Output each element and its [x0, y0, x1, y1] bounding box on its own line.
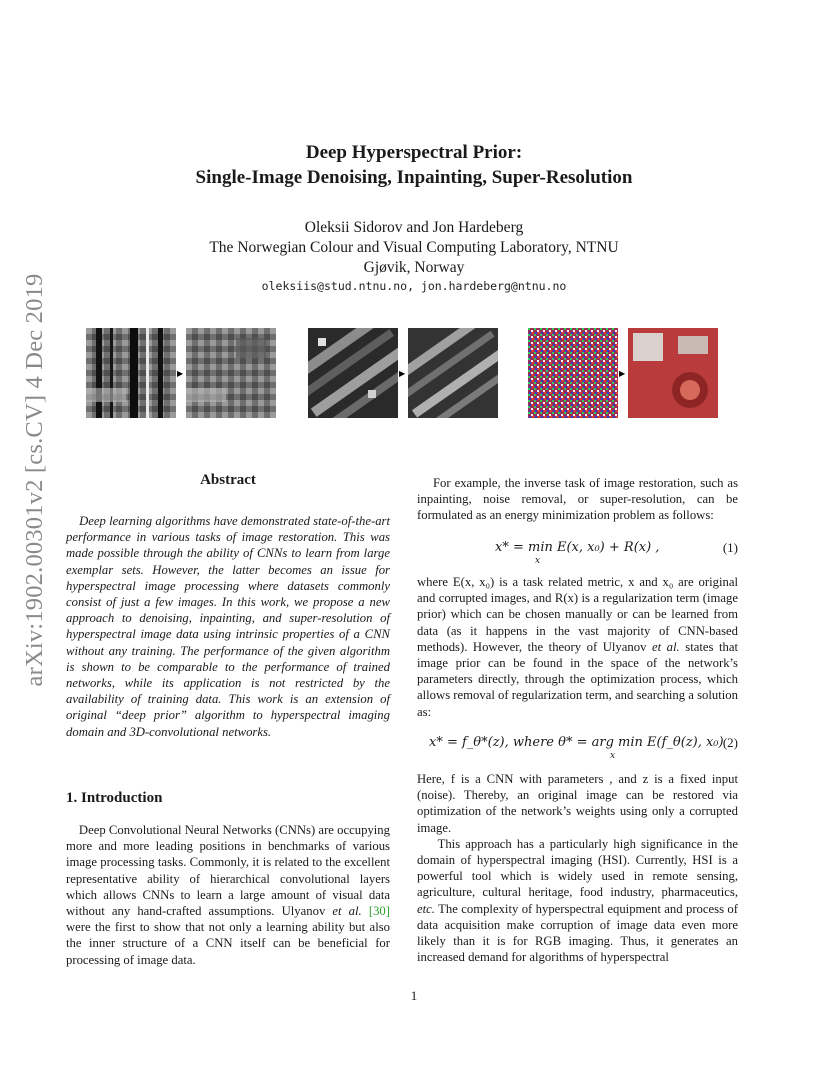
arrow-icon: ▶	[177, 369, 184, 378]
paragraph-4-part-2: The complexity of hyperspectral equipment and process of data acquisition make corruption of image data even more likely than it is for RGB imaging. Thus, it generates an increased demand for algorithms of hyperspectral	[417, 901, 738, 965]
paragraph-3-text: Here, f is a CNN with parameters , and z is a fixed input (noise). Thereby, an original image can be restored via optimization of the network’s weights using only a corrupted image.	[417, 772, 738, 835]
arrow-icon: ▶	[619, 369, 626, 378]
equation-2	[417, 735, 738, 769]
arxiv-identifier: arXiv:1902.00301v2 [cs.CV] 4 Dec 2019	[21, 273, 48, 687]
citation-link[interactable]: [30]	[368, 904, 390, 919]
affiliation: The Norwegian Colour and Visual Computing Laboratory, NTNU	[209, 239, 619, 256]
paragraph-1: For example, the inverse task of image restoration, such as inpainting, noise removal, or super-resolution, can be formulated as an energy minimization problem as follows:	[417, 476, 739, 523]
inpainting-output-image	[186, 328, 276, 418]
paper-title	[0, 140, 828, 190]
denoising-output-image	[628, 328, 718, 418]
page-number: 1	[410, 988, 418, 1003]
paragraph-3	[417, 771, 738, 965]
location: Gjøvik, Norway	[363, 259, 465, 276]
abstract-heading: Abstract	[200, 472, 256, 488]
super-resolution-input-image	[308, 328, 398, 418]
et-al: et al.	[651, 639, 680, 654]
equation-2-subscript: x	[610, 751, 616, 761]
title-line-2: Single-Image Denoising, Inpainting, Super-Resolution	[195, 167, 633, 188]
equation-2-body: x* = f_θ*(z), where θ* = arg min E(f_θ(z), x₀)	[429, 735, 724, 750]
et-al: et al.	[332, 904, 362, 919]
intro-text-part-1: Deep Convolutional Neural Networks (CNNs) are occupying more and more leading positions in benchmarks of various image processing tasks. Commonly, it is related to the excellent representative ability of hierarchical convolutional layers which allows CNNs to learn a large amount of visual data without any hand-crafted assumptions. Ulyanov	[66, 823, 390, 919]
super-resolution-output-image	[408, 328, 498, 418]
abstract-body: Deep learning algorithms have demonstrated state-of-the-art performance in various tasks of image restoration. This was made possible through the ability of CNNs to learn from large exemplar sets. However, the latter becomes an issue for hyperspectral image processing where datasets commonly consist of just a few images. In this work, we propose a new approach to denoising, inpainting, and super-resolution of hyperspectral image data using intrinsic properties of a CNN without any training. The performance of the given algorithm is shown to be comparable to the performance of trained networks, while its application is not restricted by the availability of training data. This work is an extension of original “deep prior” algorithm to hyperspectral imaging domain and 3D-convolutional networks.	[66, 514, 390, 739]
denoising-input-image	[528, 328, 618, 418]
right-column	[417, 475, 738, 524]
etc: etc.	[417, 901, 435, 916]
paragraph-2-part-2: states that image prior can be found in the space of the network’s parameters directly, through the optimization process, which allows removal of regularization term, and searching a solution as:	[417, 639, 739, 719]
arxiv-sidebar	[21, 273, 48, 687]
arrow-icon: ▶	[399, 369, 406, 378]
inpainting-input-image	[86, 328, 176, 418]
introduction-text	[66, 822, 390, 968]
title-line-1: Deep Hyperspectral Prior:	[305, 142, 523, 163]
equation-2-number: (2)	[722, 735, 738, 750]
paragraph-2-part-1: where E(x, x₀) is a task related metric, x and x₀ are original and corrupted images, and R(x) is a regularization term (image prior) which can be chosen manually or can be learned from data (as it happens in the vast majority of CNN-based methods). However, the theory of Ulyanov	[417, 575, 738, 654]
author-emails: oleksiis@stud.ntnu.no, jon.hardeberg@ntnu.no	[261, 279, 567, 293]
section-heading-introduction: 1. Introduction	[66, 790, 163, 806]
authors: Oleksii Sidorov and Jon Hardeberg	[304, 219, 524, 236]
author-block	[0, 218, 828, 278]
equation-1-subscript: x	[535, 556, 541, 566]
paragraph-2	[417, 574, 738, 720]
abstract-text	[66, 513, 390, 740]
paragraph-4-part-1: This approach has a particularly high significance in the domain of hyperspectral imaging (HSI). Currently, HSI is a powerful tool which is widely used in remote sensing, agriculture, cultural heritage, food industry, pharmaceutics,	[417, 836, 739, 900]
teaser-figure	[86, 328, 742, 448]
intro-text-part-2: were the first to show that not only a learning ability but also the inner structure of a CNN itself can be beneficial for processing of image data.	[66, 920, 390, 967]
equation-1	[417, 540, 738, 574]
equation-1-number: (1)	[722, 540, 738, 555]
equation-1-body: x* = min E(x, x₀) + R(x) ,	[495, 540, 660, 555]
